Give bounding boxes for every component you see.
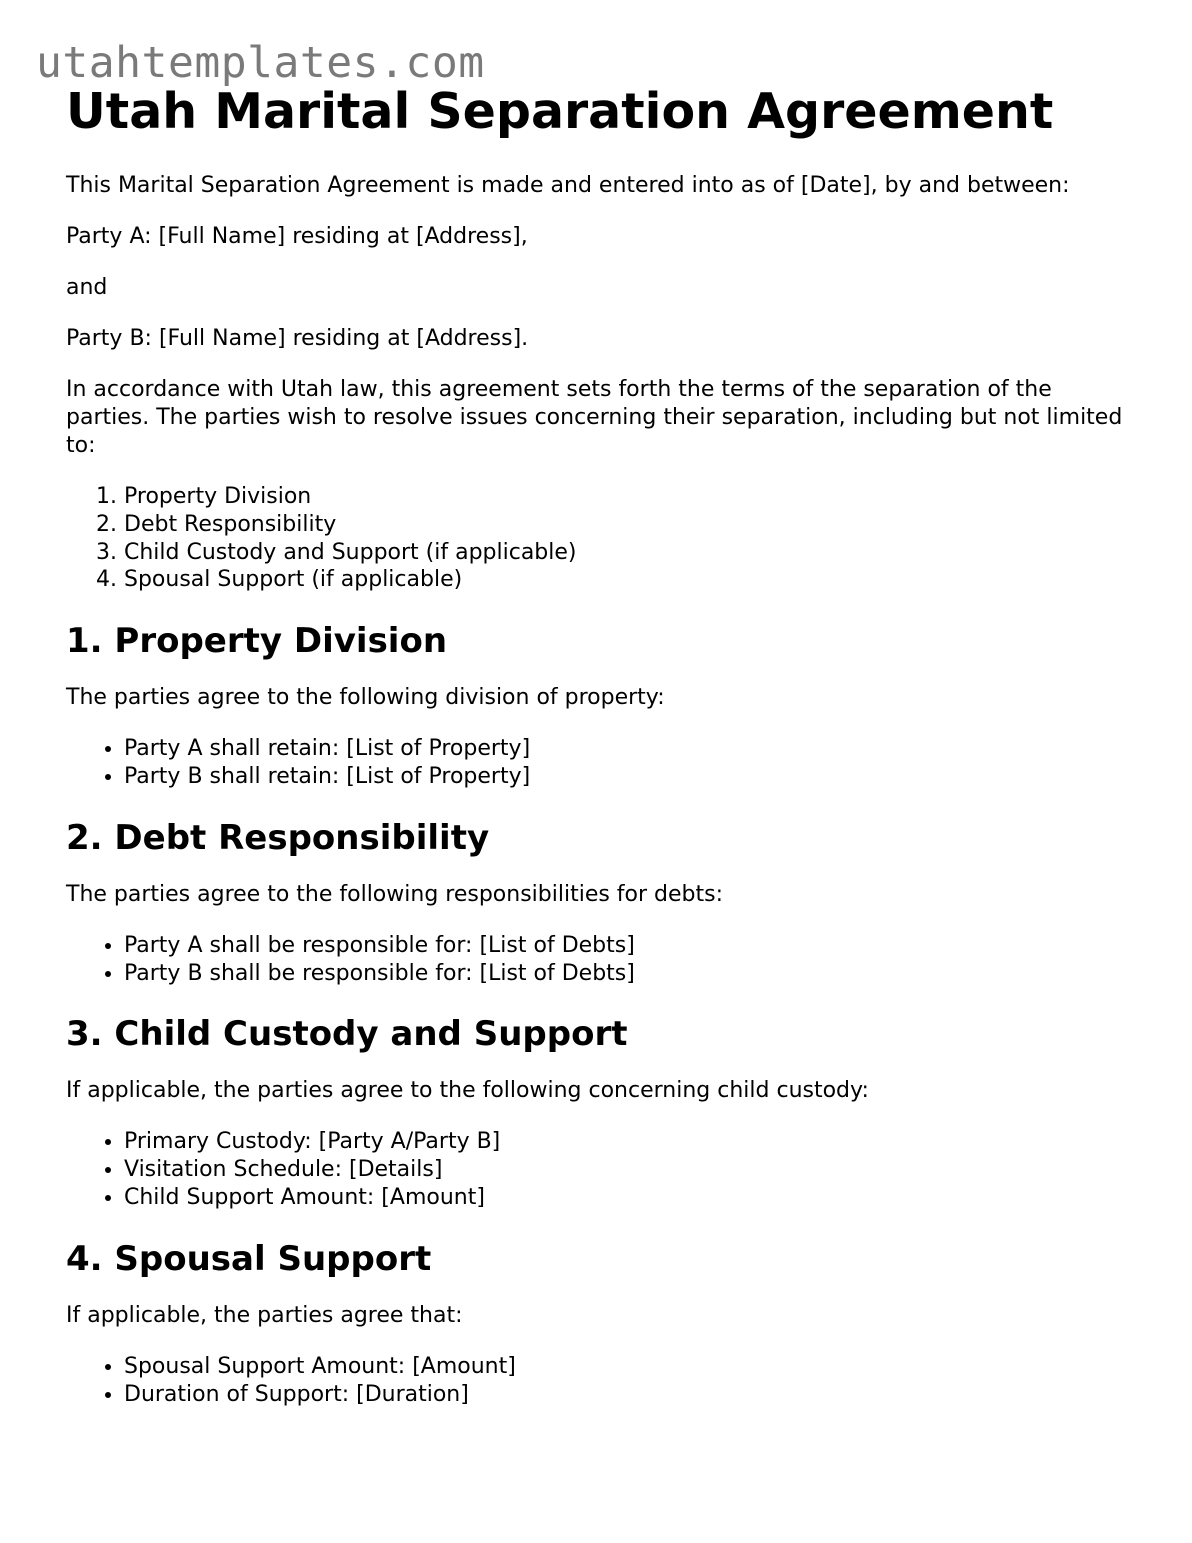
list-item: 4. Spousal Support (if applicable)	[124, 566, 1136, 594]
list-item: • Party B shall retain: [List of Property]	[124, 763, 1136, 791]
list-item: • Primary Custody: [Party A/Party B]	[124, 1128, 1136, 1156]
list-item: 1. Property Division	[124, 483, 1136, 511]
section-heading: 4. Spousal Support	[66, 1238, 432, 1279]
document-page	[66, 82, 1136, 1408]
document-title: Utah Marital Separation Agreement	[66, 83, 1054, 140]
section-text: The parties agree to the following responsibilities for debts:	[66, 881, 724, 907]
intro-paragraph: This Marital Separation Agreement is made and entered into as of [Date], by and between:	[66, 173, 1070, 198]
section-heading: 3. Child Custody and Support	[66, 1014, 628, 1055]
list-item: 3. Child Custody and Support (if applicable)	[124, 539, 1136, 567]
party-b-line: Party B: [Full Name] residing at [Address].	[66, 326, 529, 351]
list-item: • Party B shall be responsible for: [List of Debts]	[124, 960, 1136, 988]
section-list	[66, 1353, 1136, 1409]
section-property-division	[66, 620, 1136, 791]
section-text: If applicable, the parties agree to the following concerning child custody:	[66, 1078, 869, 1104]
section-text: If applicable, the parties agree that:	[66, 1302, 463, 1328]
party-a-line: Party A: [Full Name] residing at [Address],	[66, 224, 528, 249]
section-spousal-support	[66, 1238, 1136, 1409]
and-line: and	[66, 275, 108, 300]
section-list	[66, 1128, 1136, 1211]
section-list	[66, 932, 1136, 988]
list-item: 2. Debt Responsibility	[124, 511, 1136, 539]
section-list	[66, 735, 1136, 791]
list-item: • Child Support Amount: [Amount]	[124, 1184, 1136, 1212]
list-item: • Party A shall retain: [List of Property]	[124, 735, 1136, 763]
section-debt-responsibility	[66, 817, 1136, 988]
section-heading: 1. Property Division	[66, 621, 448, 662]
issues-list	[66, 483, 1136, 594]
section-text: The parties agree to the following division of property:	[66, 685, 665, 711]
site-watermark: utahtemplates.com	[36, 38, 485, 88]
section-child-custody	[66, 1013, 1136, 1211]
list-item: • Duration of Support: [Duration]	[124, 1381, 1136, 1409]
list-item: • Party A shall be responsible for: [List of Debts]	[124, 932, 1136, 960]
list-item: • Visitation Schedule: [Details]	[124, 1156, 1136, 1184]
section-heading: 2. Debt Responsibility	[66, 817, 490, 858]
accordance-paragraph: In accordance with Utah law, this agreement sets forth the terms of the separation of the parties. The parties wish to resolve issues concerning their separation, including but not limited to:	[66, 377, 1123, 458]
list-item: • Spousal Support Amount: [Amount]	[124, 1353, 1136, 1381]
